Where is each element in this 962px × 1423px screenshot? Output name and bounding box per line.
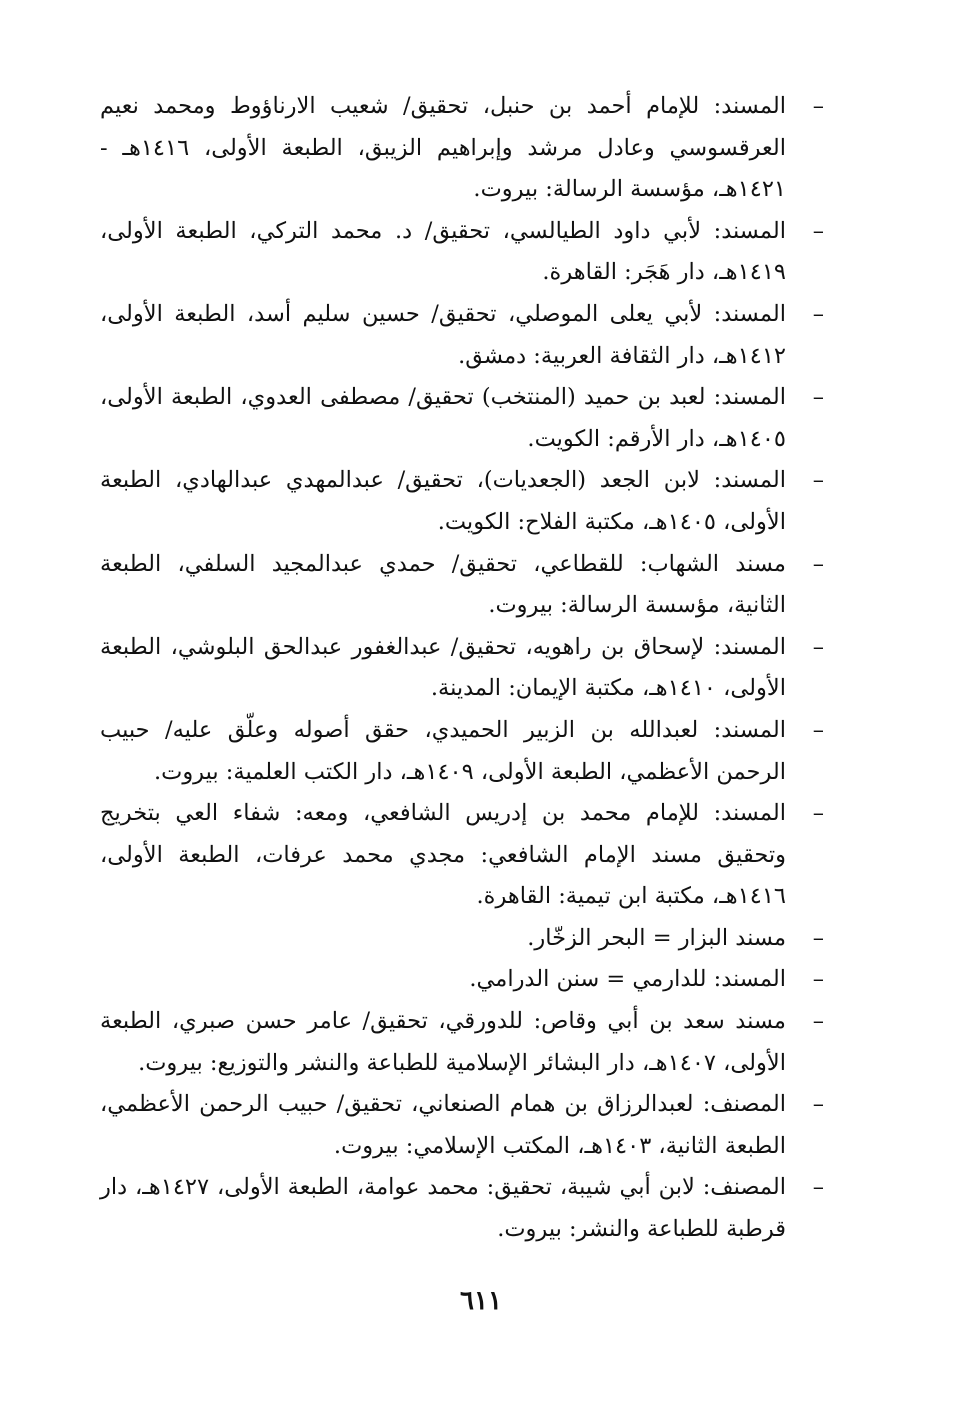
bibliography-entry — [100, 211, 824, 294]
bibliography-entry — [100, 544, 824, 627]
entry-text: المسند: لابن الجعد (الجعديات)، تحقيق/ عبدالمهدي عبدالهادي، الطبعة الأولى، ١٤٠٥هـ، مكتبة الفلاح: الكويت. — [100, 467, 786, 535]
bullet-dash: – — [812, 1091, 824, 1118]
entry-text: المسند: لعبد بن حميد (المنتخب) تحقيق/ مصطفى العدوي، الطبعة الأولى، ١٤٠٥هـ، دار الأرقم: الكويت. — [100, 384, 786, 452]
bibliography-entry — [100, 377, 824, 460]
bullet-dash: – — [812, 93, 824, 119]
bibliography-entry — [100, 793, 824, 918]
bibliography-entry — [100, 710, 824, 793]
bibliography-entry — [100, 1084, 824, 1167]
bibliography-entry — [100, 1001, 824, 1084]
entry-text: المسند: للدارمي = سنن الدرامي. — [469, 966, 786, 993]
entry-text: المصنف: لعبدالرزاق بن همام الصنعاني، تحقيق/ حبيب الرحمن الأعظمي، الطبعة الثانية، ١٤٠٣هـ، المكتب الإسلامي: بيروت. — [100, 1091, 786, 1159]
entry-text: مسند البزار = البحر الزخّار. — [527, 924, 786, 951]
entry-text: المسند: لإسحاق بن راهويه، تحقيق/ عبدالغفور عبدالحق البلوشي، الطبعة الأولى، ١٤١٠هـ، مكتبة الإيمان: المدينة. — [100, 633, 786, 702]
entry-text: مسند الشهاب: للقطاعي، تحقيق/ حمدي عبدالمجيد السلفي، الطبعة الثانية، مؤسسة الرسالة: بيروت. — [100, 550, 786, 619]
bullet-dash: – — [812, 300, 824, 327]
bullet-dash: – — [812, 550, 824, 577]
page-number: ٦١١ — [460, 1286, 502, 1316]
entry-text: المسند: لأبي يعلى الموصلي، تحقيق/ حسين سليم أسد، الطبعة الأولى، ١٤١٢هـ، دار الثقافة العربية: دمشق. — [100, 300, 786, 369]
bullet-dash: – — [812, 633, 824, 660]
bullet-dash: – — [812, 1008, 824, 1035]
bibliography-entry — [100, 1167, 824, 1250]
bibliography-entry — [100, 959, 824, 1001]
bibliography-entry — [100, 460, 824, 543]
bullet-dash: – — [812, 1174, 824, 1201]
entry-text: المسند: لأبي داود الطيالسي، تحقيق/ د. محمد التركي، الطبعة الأولى، ١٤١٩هـ، دار هَجَر: القاهرة. — [100, 217, 786, 286]
bullet-dash: – — [812, 966, 824, 993]
bibliography-entry — [100, 86, 824, 211]
bullet-dash: – — [812, 467, 824, 494]
entry-text: المسند: للإمام أحمد بن حنبل، تحقيق/ شعيب الارناؤوط ومحمد نعيم العرقسوسي وعادل مرشد وإبراهيم الزيبق، الطبعة الأولى، ١٤١٦هـ - ١٤٢١هـ، مؤسسة الرسالة: بيروت. — [100, 93, 786, 203]
entry-text: المسند: للإمام محمد بن إدريس الشافعي، ومعه: شفاء العي بتخريج وتحقيق مسند الإمام الشافعي: مجدي محمد عرفات، الطبعة الأولى، ١٤١٦هـ، مكتبة ابن تيمية: القاهرة. — [100, 800, 786, 910]
bullet-dash: – — [812, 384, 824, 411]
entry-text: المسند: لعبدالله بن الزبير الحميدي، حقق أصوله وعلّق عليه/ حبيب الرحمن الأعظمي، الطبعة الأولى، ١٤٠٩هـ، دار الكتب العلمية: بيروت. — [100, 716, 786, 785]
bullet-dash: – — [812, 716, 824, 743]
bibliography-entry — [100, 627, 824, 710]
entry-text: مسند سعد بن أبي وقاص: للدورقي، تحقيق/ عامر حسن صبري، الطبعة الأولى، ١٤٠٧هـ، دار البشائر الإسلامية للطباعة والنشر والتوزيع: بيروت. — [100, 1008, 786, 1076]
bibliography-entry — [100, 918, 824, 960]
entry-text: المصنف: لابن أبي شيبة، تحقيق: محمد عوامة، الطبعة الأولى، ١٤٢٧هـ، دار قرطبة للطباعة والنشر: بيروت. — [100, 1174, 786, 1243]
bibliography-entry — [100, 294, 824, 377]
bullet-dash: – — [812, 217, 824, 244]
bibliography-page — [100, 86, 824, 1386]
bullet-dash: – — [812, 800, 824, 827]
bullet-dash: – — [812, 924, 824, 951]
